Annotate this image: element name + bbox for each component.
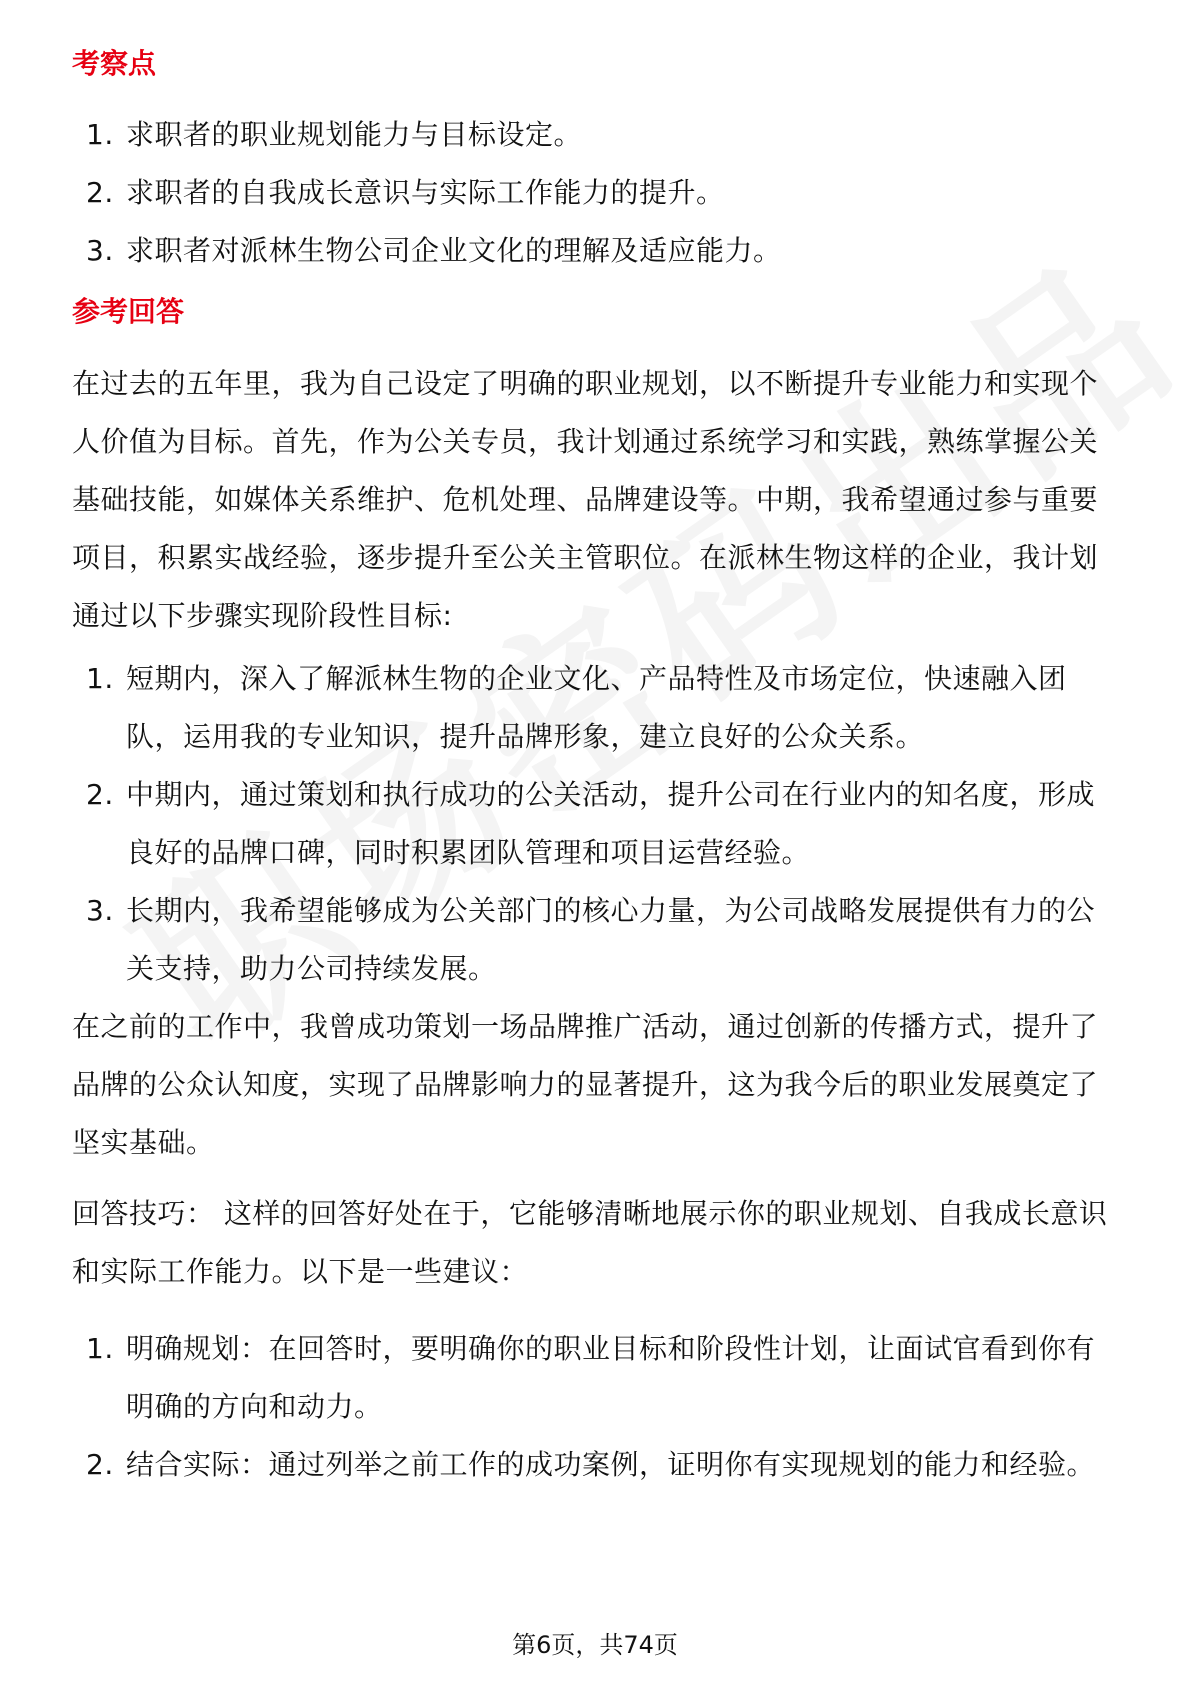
list-item-text: 求职者对派林生物公司企业文化的理解及适应能力。 — [126, 234, 782, 267]
list-marker: 2. — [86, 1448, 114, 1481]
list-item-text: 长期内，我希望能够成为公关部门的核心力量，为公司战略发展提供有力的公关支持，助力公司持续发展。 — [126, 894, 1096, 985]
list-item — [72, 766, 1122, 882]
list-item — [72, 882, 1122, 998]
list-item-text: 求职者的职业规划能力与目标设定。 — [126, 118, 583, 151]
list-marker: 3. — [86, 894, 114, 927]
list-marker: 2. — [86, 778, 114, 811]
list-item — [72, 1436, 1122, 1494]
list-item-text: 短期内，深入了解派林生物的企业文化、产品特性及市场定位，快速融入团队，运用我的专业知识，提升品牌形象，建立良好的公众关系。 — [126, 662, 1067, 753]
page-number: 第6页，共74页 — [512, 1631, 678, 1659]
list-item-text: 明确规划：在回答时，要明确你的职业目标和阶段性计划，让面试官看到你有明确的方向和动力。 — [126, 1332, 1096, 1423]
list-item — [72, 164, 1122, 222]
experience-paragraph: 在之前的工作中，我曾成功策划一场品牌推广活动，通过创新的传播方式，提升了品牌的公众认知度，实现了品牌影响力的显著提升，这为我今后的职业发展奠定了坚实基础。 — [72, 1010, 1099, 1159]
list-item — [72, 106, 1122, 164]
list-item-text: 结合实际：通过列举之前工作的成功案例，证明你有实现规划的能力和经验。 — [126, 1448, 1096, 1481]
list-marker: 3. — [86, 234, 114, 267]
list-item — [72, 222, 1122, 280]
tips-list — [72, 1320, 1122, 1494]
list-item — [72, 650, 1122, 766]
list-marker: 1. — [86, 1332, 114, 1365]
list-item-text: 求职者的自我成长意识与实际工作能力的提升。 — [126, 176, 725, 209]
list-item-text: 中期内，通过策划和执行成功的公关活动，提升公司在行业内的知名度，形成良好的品牌口碑，同时积累团队管理和项目运营经验。 — [126, 778, 1096, 869]
section-heading-reference-answer: 参考回答 — [72, 295, 185, 328]
section-heading-exam-points: 考察点 — [72, 47, 157, 80]
answer-steps-list — [72, 650, 1122, 998]
answer-intro-paragraph: 在过去的五年里，我为自己设定了明确的职业规划，以不断提升专业能力和实现个人价值为目标。首先，作为公关专员，我计划通过系统学习和实践，熟练掌握公关基础技能，如媒体关系维护、危机处理、品牌建设等。中期，我希望通过参与重要项目，积累实战经验，逐步提升至公关主管职位。在派林生物这样的企业，我计划通过以下步骤实现阶段性目标: — [72, 367, 1099, 632]
list-item — [72, 1320, 1122, 1436]
list-marker: 2. — [86, 176, 114, 209]
list-marker: 1. — [86, 662, 114, 695]
tips-intro-paragraph: 回答技巧： 这样的回答好处在于，它能够清晰地展示你的职业规划、自我成长意识和实际工作能力。以下是一些建议： — [72, 1197, 1108, 1288]
exam-points-list — [72, 106, 1122, 280]
list-marker: 1. — [86, 118, 114, 151]
